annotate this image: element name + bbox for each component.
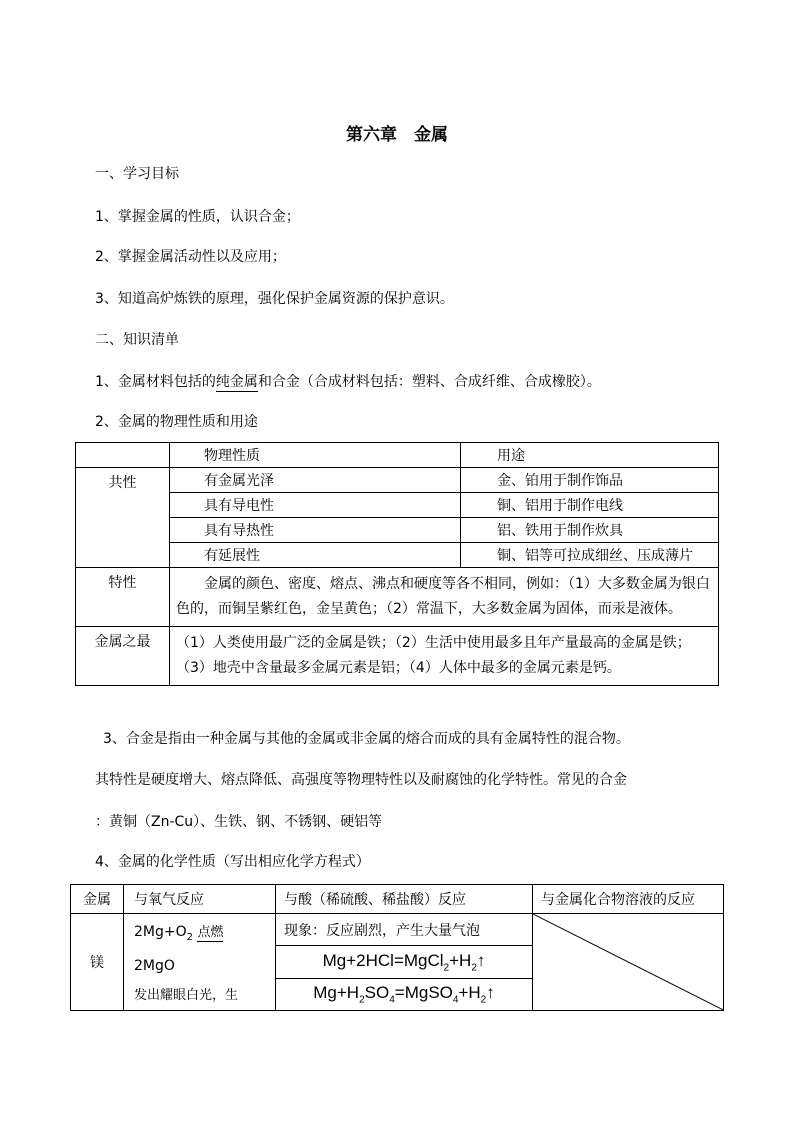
goal-item: 1、掌握金属的性质，认识合金； [95, 209, 300, 225]
oxygen-product: 2MgO [134, 957, 175, 974]
table-row [76, 543, 719, 568]
best-label: 金属之最 [76, 627, 170, 686]
acid-phenomenon: 现象：反应剧烈，产生大量气泡 [276, 914, 533, 946]
table-header-row [76, 443, 719, 468]
table-header-row [71, 885, 724, 914]
property-cell: 具有导热性 [170, 518, 461, 543]
property-cell: 有金属光泽 [170, 468, 461, 493]
knowledge-item-2: 2、金属的物理性质和用途 [95, 414, 258, 430]
use-cell: 铜、铝等可拉成细丝、压成薄片 [461, 543, 719, 568]
alloy-properties: 其特性是硬度增大、熔点降低、高强度等物理特性以及耐腐蚀的化学特性。常见的合金 [95, 772, 627, 788]
header-cell: 与氧气反应 [124, 885, 276, 914]
common-label: 共性 [76, 468, 170, 568]
table-row [76, 468, 719, 493]
special-text: 金属的颜色、密度、熔点、沸点和硬度等各不相同，例如：（1）大多数金属为银白色的，而铜呈紫红色，金呈黄色；（2）常温下，大多数金属为固体，而汞是液体。 [170, 568, 719, 627]
physical-properties-table [75, 442, 719, 686]
use-cell: 铝、铁用于制作炊具 [461, 518, 719, 543]
header-cell: 与金属化合物溶液的反应 [533, 885, 724, 914]
header-cell: 物理性质 [170, 443, 461, 468]
property-cell: 有延展性 [170, 543, 461, 568]
acid-equation-h2so4: $Mg+H_2SO_4=MgSO_4+H_2↑$ [276, 978, 533, 1010]
diagonal-line [533, 914, 723, 1010]
table-row [76, 568, 719, 627]
oxygen-equation: $2Mg+O_2$ 点燃 [134, 924, 224, 943]
section-heading-knowledge: 二、知识清单 [95, 332, 179, 348]
chemical-properties-table [70, 884, 724, 1011]
k1-prefix: 1、金属材料包括的 [95, 374, 216, 390]
special-label: 特性 [76, 568, 170, 627]
header-cell: 金属 [71, 885, 124, 914]
oxygen-note: 发出耀眼白光，生 [134, 987, 239, 1003]
knowledge-item-4: 4、金属的化学性质（写出相应化学方程式） [95, 854, 370, 870]
empty-cell [533, 914, 724, 1011]
header-cell [76, 443, 170, 468]
knowledge-item-1 [95, 371, 601, 391]
goal-item: 2、掌握金属活动性以及应用； [95, 249, 286, 265]
use-cell: 金、铂用于制作饰品 [461, 468, 719, 493]
ignite-condition: 点燃 [197, 925, 224, 940]
table-row [76, 518, 719, 543]
use-cell: 铜、铝用于制作电线 [461, 493, 719, 518]
best-text: （1）人类使用最广泛的金属是铁；（2）生活中使用最多且年产量最高的金属是铁；（3）地壳中含量最多金属元素是铝；（4）人体中最多的金属元素是钙。 [170, 627, 719, 686]
table-row [71, 914, 724, 946]
table-row [76, 493, 719, 518]
table-row [76, 627, 719, 686]
goal-item: 3、知道高炉炼铁的原理，强化保护金属资源的保护意识。 [95, 291, 454, 307]
alloy-examples: ：黄铜（Zn-Cu）、生铁、钢、不锈钢、硬铝等 [95, 814, 383, 830]
oxygen-reaction-cell [124, 914, 276, 1011]
k1-suffix: 和合金（合成材料包括：塑料、合成纤维、合成橡胶）。 [257, 374, 601, 390]
section-heading-goals: 一、学习目标 [95, 166, 179, 182]
page-title: 第六章 金属 [346, 125, 448, 145]
alloy-definition: 3、合金是指由一种金属与其他的金属或非金属的熔合而成的具有金属特性的混合物。 [103, 731, 630, 747]
metal-cell: 镁 [71, 914, 124, 1011]
acid-equation-hcl: $Mg+2HCl=MgCl_2+H_2↑$ [276, 946, 533, 978]
header-cell: 与酸（稀硫酸、稀盐酸）反应 [276, 885, 533, 914]
k1-underlined: 纯金属 [215, 374, 258, 390]
property-cell: 具有导电性 [170, 493, 461, 518]
header-cell: 用途 [461, 443, 719, 468]
